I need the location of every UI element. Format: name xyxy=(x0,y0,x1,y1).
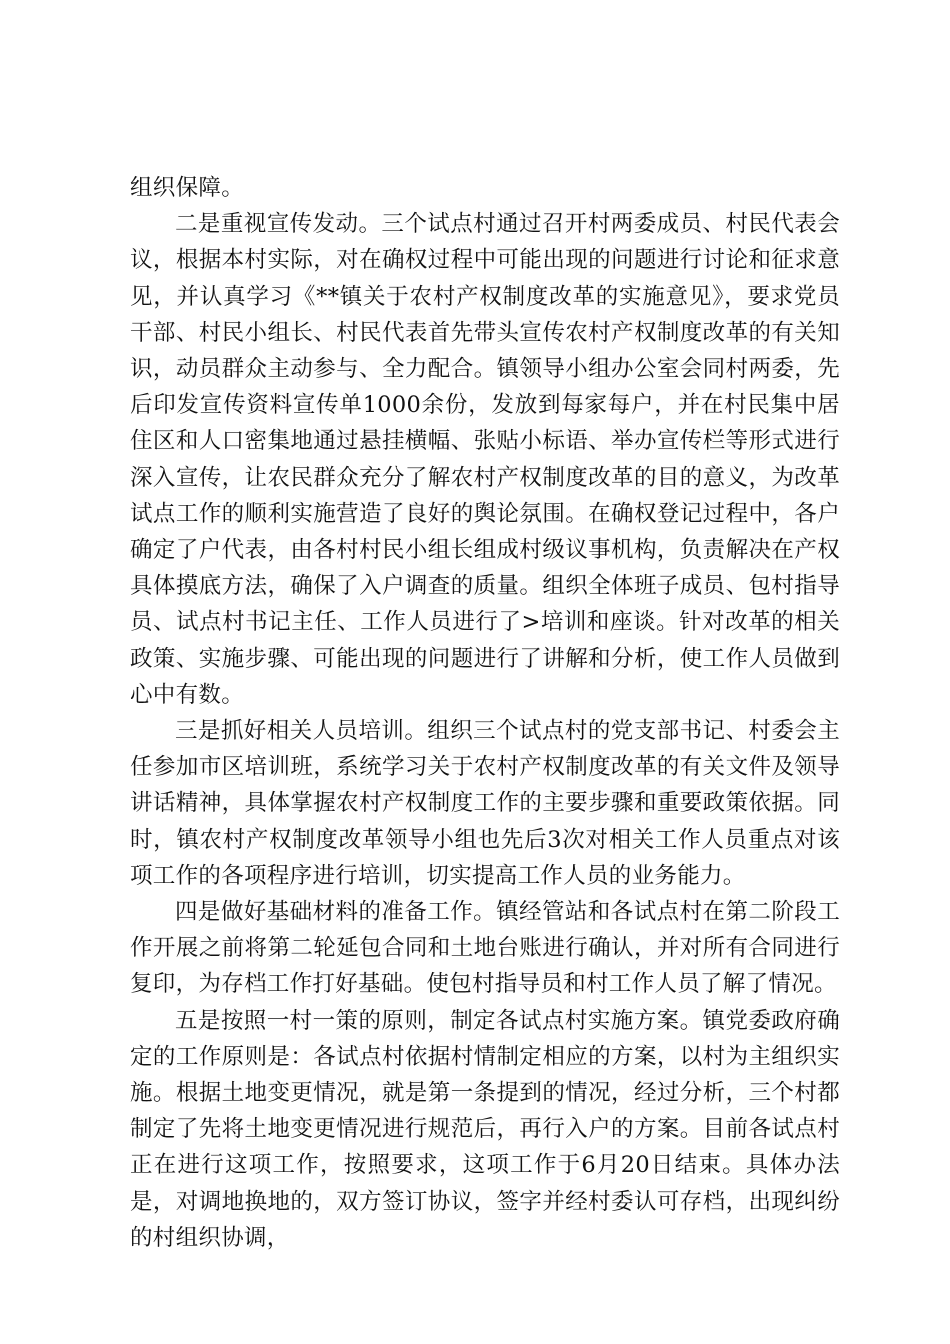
paragraph-4: 四是做好基础材料的准备工作。镇经管站和各试点村在第二阶段工作开展之前将第二轮延包合同和土地台账进行确认，并对所有合同进行复印，为存档工作打好基础。使包村指导员和村工作人员了解了情况。 xyxy=(130,899,840,998)
paragraph-2: 二是重视宣传发动。三个试点村通过召开村两委成员、村民代表会议，根据本村实际，对在确权过程中可能出现的问题进行讨论和征求意见，并认真学习《**镇关于农村产权制度改革的实施意见》，要求党员干部、村民小组长、村民代表首先带头宣传农村产权制度改革的有关知识，动员群众主动参与、全力配合。镇领导小组办公室会同村两委，先后印发宣传资料宣传单1000余份，发放到每家每户，并在村民集中居住区和人口密集地通过悬挂横幅、张贴小标语、举办宣传栏等形式进行深入宣传，让农民群众充分了解农村产权制度改革的目的意义，为改革试点工作的顺利实施营造了良好的舆论氛围。在确权登记过程中，各户确定了户代表，由各村村民小组长组成村级议事机构，负责解决在产权具体摸底方法，确保了入户调查的质量。组织全体班子成员、包村指导员、试点村书记主任、工作人员进行了>培训和座谈。针对改革的相关政策、实施步骤、可能出现的问题进行了讲解和分析，使工作人员做到心中有数。 xyxy=(130,211,840,708)
paragraph-3: 三是抓好相关人员培训。组织三个试点村的党支部书记、村委会主任参加市区培训班，系统学习关于农村产权制度改革的有关文件及领导讲话精神，具体掌握农村产权制度工作的主要步骤和重要政策依据。同时，镇农村产权制度改革领导小组也先后3次对相关工作人员重点对该项工作的各项程序进行培训，切实提高工作人员的业务能力。 xyxy=(130,718,840,889)
paragraph-5: 五是按照一村一策的原则，制定各试点村实施方案。镇党委政府确定的工作原则是：各试点村依据村情制定相应的方案，以村为主组织实施。根据土地变更情况，就是第一条提到的情况，经过分析，三个村都制定了先将土地变更情况进行规范后，再行入户的方案。目前各试点村正在进行这项工作，按照要求，这项工作于6月20日结束。具体办法是，对调地换地的，双方签订协议，签字并经村委认可存档，出现纠纷的村组织协调， xyxy=(130,1007,840,1251)
document-body xyxy=(130,170,840,1256)
paragraph-1: 组织保障。 xyxy=(130,175,245,201)
